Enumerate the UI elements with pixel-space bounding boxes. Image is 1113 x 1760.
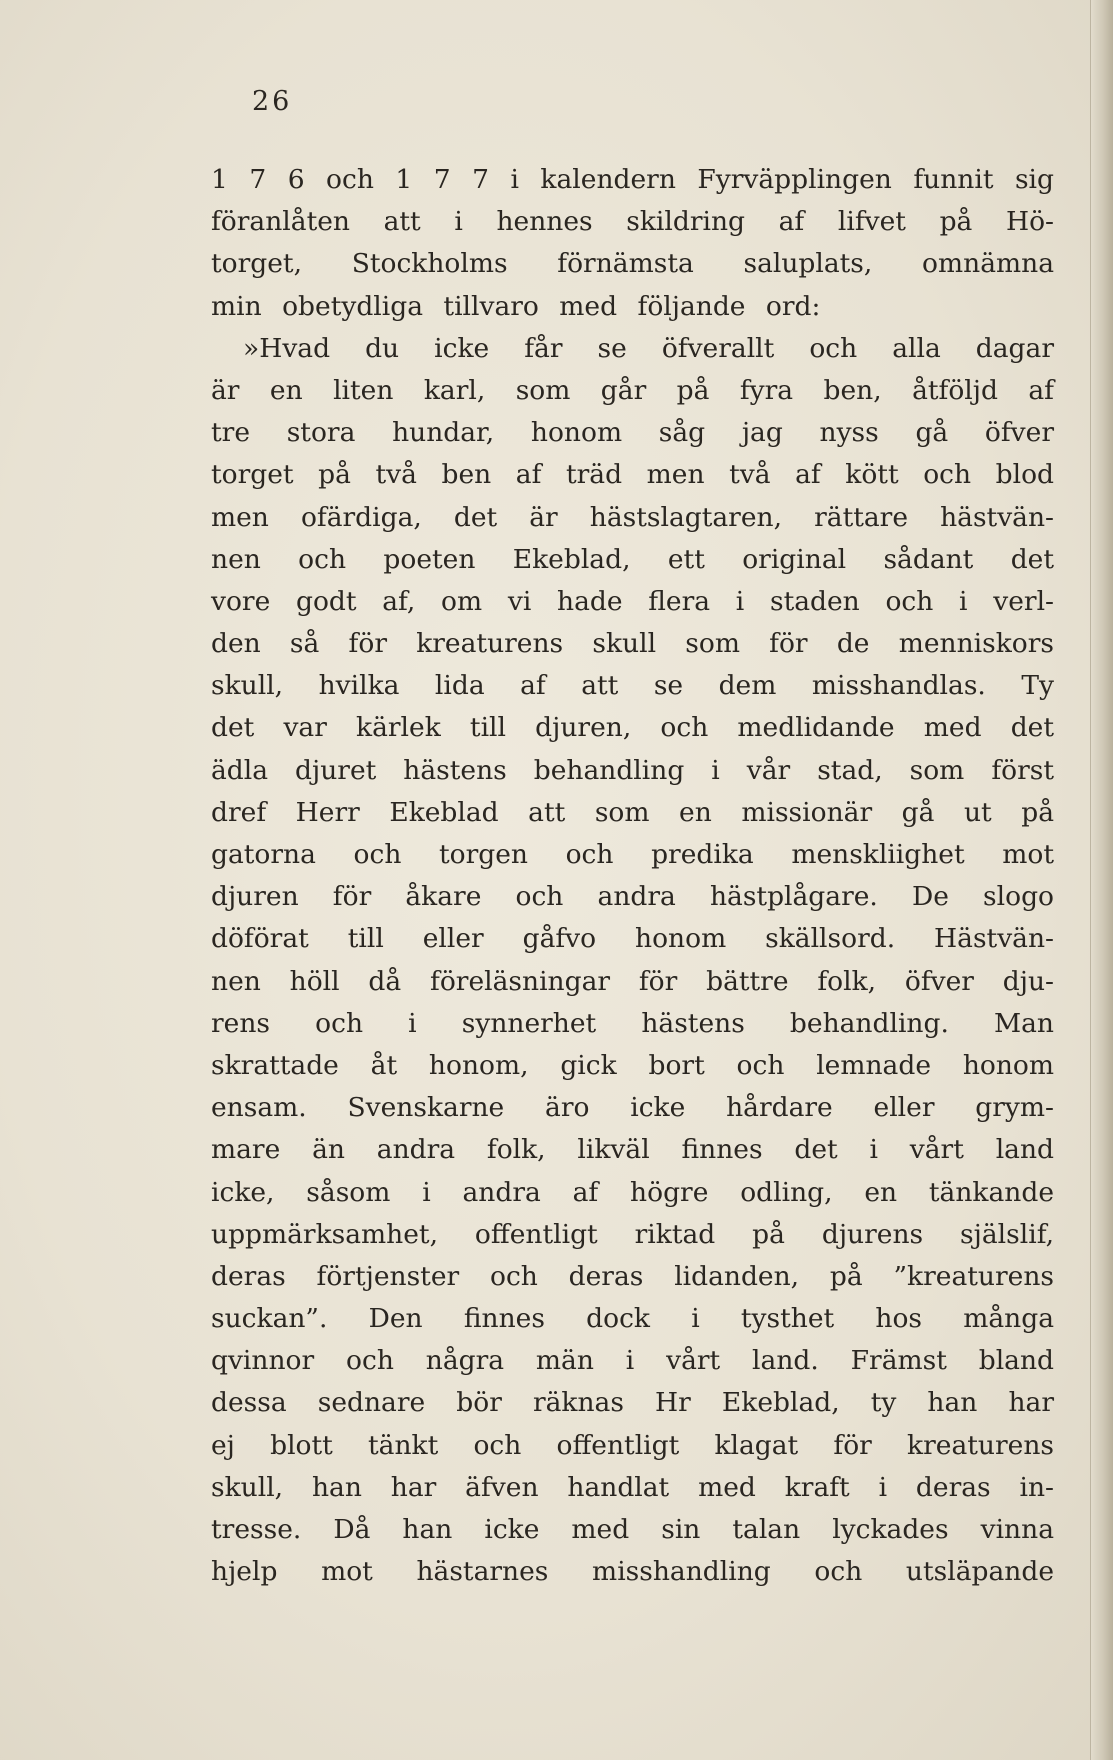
page-number: 26 xyxy=(252,86,293,117)
text-line: hjelp mot hästarnes misshandling och utsläpande xyxy=(211,1556,1054,1588)
text-line: icke, såsom i andra af högre odling, en tänkande xyxy=(211,1176,1054,1208)
text-line: nen och poeten Ekeblad, ett original sådant det xyxy=(211,543,1054,575)
text-line: gatorna och torgen och predika menskliighet mot xyxy=(211,839,1054,870)
text-line: torget på två ben af träd men två af kött och blod xyxy=(211,459,1054,491)
text-line: skull, hvilka lida af att se dem misshandlas. Ty xyxy=(211,670,1054,702)
text-line: tresse. Då han icke med sin talan lyckades vinna xyxy=(211,1514,1054,1545)
text-line: föranlåten att i hennes skildring af lifvet på Hö- xyxy=(211,206,1054,238)
page-edge xyxy=(1090,0,1113,1760)
text-line: qvinnor och några män i vårt land. Främst bland xyxy=(211,1345,1054,1377)
text-line: mare än andra folk, likväl finnes det i vårt land xyxy=(211,1134,1054,1166)
text-line: den så för kreaturens skull som för de menniskors xyxy=(211,628,1054,660)
text-line: men ofärdiga, det är hästslagtaren, rättare hästvän- xyxy=(211,501,1054,533)
text-line: skrattade åt honom, gick bort och lemnade honom xyxy=(211,1049,1054,1081)
text-line: skull, han har äfven handlat med kraft i deras in- xyxy=(211,1471,1054,1503)
text-line: vore godt af, om vi hade flera i staden och i verl- xyxy=(211,585,1054,617)
text-line: dref Herr Ekeblad att som en missionär gå ut på xyxy=(211,796,1054,828)
text-line: suckan”. Den finnes dock i tysthet hos många xyxy=(211,1303,1054,1335)
text-line: rens och i synnerhet hästens behandling. Man xyxy=(211,1007,1054,1039)
text-line: det var kärlek till djuren, och medlidande med det xyxy=(211,712,1054,744)
text-line: 1 7 6 och 1 7 7 i kalendern Fyrväpplingen funnit sig xyxy=(211,164,1054,195)
text-line: torget, Stockholms förnämsta saluplats, omnämna xyxy=(211,248,1054,280)
text-line: tre stora hundar, honom såg jag nyss gå öfver xyxy=(211,417,1054,449)
text-line: uppmärksamhet, offentligt riktad på djurens själslif, xyxy=(211,1218,1054,1250)
text-line: döförat till eller gåfvo honom skällsord. Hästvän- xyxy=(211,923,1054,955)
body-text xyxy=(211,159,1054,1593)
text-line: djuren för åkare och andra hästplågare. De slogo xyxy=(211,881,1054,913)
text-line: ensam. Svenskarne äro icke hårdare eller grym- xyxy=(211,1092,1054,1124)
text-line: nen höll då föreläsningar för bättre folk, öfver dju- xyxy=(211,965,1054,997)
text-line: ej blott tänkt och offentligt klagat för kreaturens xyxy=(211,1429,1054,1461)
text-line: är en liten karl, som går på fyra ben, åtföljd af xyxy=(211,374,1054,406)
text-line: dessa sednare bör räknas Hr Ekeblad, ty han har xyxy=(211,1387,1054,1419)
text-line: »Hvad du icke får se öfverallt och alla dagar xyxy=(243,332,1054,364)
text-line: ädla djuret hästens behandling i vår stad, som först xyxy=(211,754,1054,786)
text-line: deras förtjenster och deras lidanden, på ”kreaturens xyxy=(211,1260,1054,1292)
text-line: min obetydliga tillvaro med följande ord: xyxy=(211,290,821,322)
